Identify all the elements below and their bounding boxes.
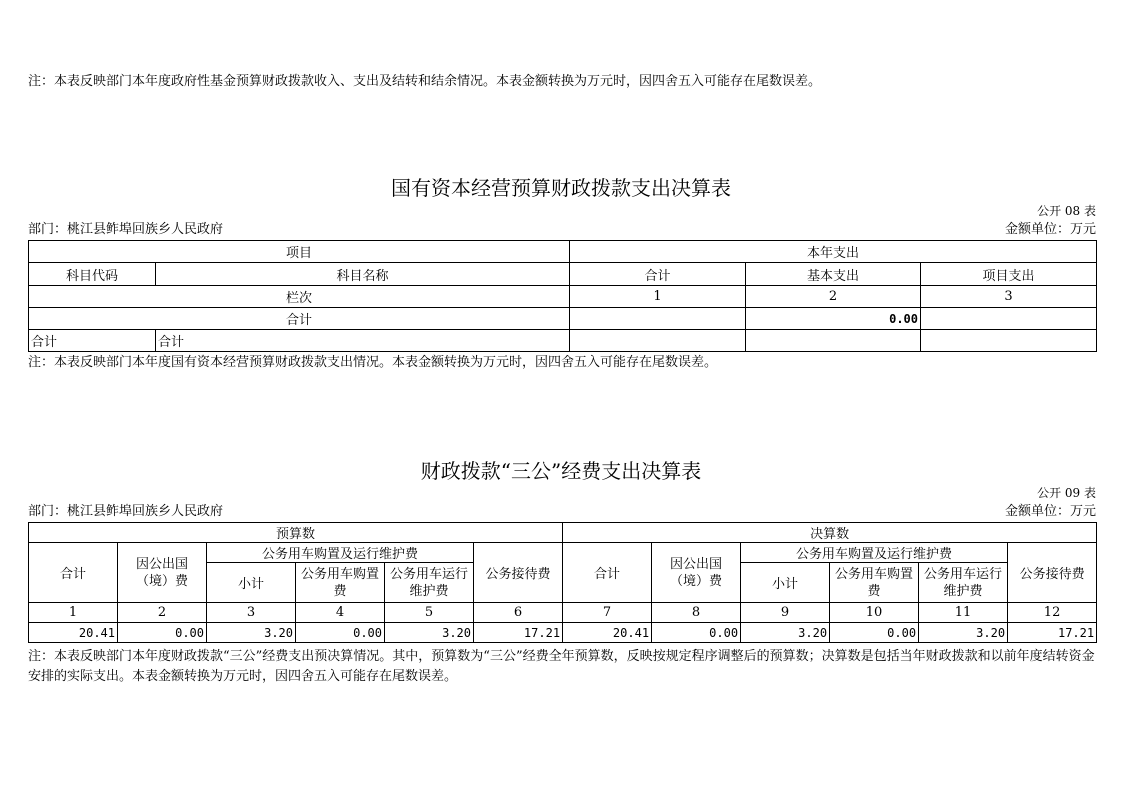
table8-row-project bbox=[921, 330, 1097, 352]
table9-value: 0.00 bbox=[296, 623, 385, 643]
table9-dept: 部门：桃江县鲊埠回族乡人民政府 bbox=[28, 504, 224, 519]
table9-header-reception: 公务接待费 bbox=[1008, 543, 1097, 603]
table8-row-name: 合计 bbox=[156, 330, 570, 352]
table8-col-2: 2 bbox=[746, 286, 921, 308]
top-note: 注：本表反映部门本年度政府性基金预算财政拨款收入、支出及结转和结余情况。本表金额转换为万元时，因四舍五入可能存在尾数误差。 bbox=[28, 74, 822, 89]
table8-row-basic bbox=[746, 330, 921, 352]
table9-col-num: 12 bbox=[1008, 603, 1097, 623]
table9-value: 0.00 bbox=[830, 623, 919, 643]
table9-value: 3.20 bbox=[919, 623, 1008, 643]
table8-dept: 部门：桃江县鲊埠回族乡人民政府 bbox=[28, 222, 224, 237]
table8-header-year: 本年支出 bbox=[570, 241, 1097, 263]
table9-header-subtotal: 小计 bbox=[207, 563, 296, 603]
table9-value: 0.00 bbox=[118, 623, 207, 643]
table9-col-num: 11 bbox=[919, 603, 1008, 623]
table9-header-operate: 公务用车运行维护费 bbox=[385, 563, 474, 603]
table9-value: 3.20 bbox=[385, 623, 474, 643]
table9-col-num: 5 bbox=[385, 603, 474, 623]
table9-header-vehicle: 公务用车购置及运行维护费 bbox=[207, 543, 474, 563]
table9-value: 17.21 bbox=[1008, 623, 1097, 643]
table9-col-num: 7 bbox=[563, 603, 652, 623]
table9-col-num: 9 bbox=[741, 603, 830, 623]
table9-col-num: 2 bbox=[118, 603, 207, 623]
table9-value: 17.21 bbox=[474, 623, 563, 643]
table8-sum-basic: 0.00 bbox=[746, 308, 921, 330]
table9-header-vehicle: 公务用车购置及运行维护费 bbox=[741, 543, 1008, 563]
table9-value: 20.41 bbox=[29, 623, 118, 643]
table8-title: 国有资本经营预算财政拨款支出决算表 bbox=[391, 176, 731, 200]
table9-header-total: 合计 bbox=[29, 543, 118, 603]
table9-col-num: 3 bbox=[207, 603, 296, 623]
table9-col-num: 1 bbox=[29, 603, 118, 623]
table8-row-code: 合计 bbox=[29, 330, 156, 352]
table9-header-budget: 预算数 bbox=[29, 523, 563, 543]
table8-sum-project bbox=[921, 308, 1097, 330]
table9-header-reception: 公务接待费 bbox=[474, 543, 563, 603]
table9-code: 公开 09 表 bbox=[1037, 486, 1096, 500]
table8-header-name: 科目名称 bbox=[156, 263, 570, 286]
table8-header-code: 科目代码 bbox=[29, 263, 156, 286]
table9-value: 3.20 bbox=[741, 623, 830, 643]
table9-unit: 金额单位：万元 bbox=[1004, 504, 1096, 519]
table9 bbox=[28, 522, 1097, 643]
table9-header-total: 合计 bbox=[563, 543, 652, 603]
table9-header-purchase: 公务用车购置费 bbox=[296, 563, 385, 603]
table9-header-abroad: 因公出国（境）费 bbox=[652, 543, 741, 603]
table9-header-operate: 公务用车运行维护费 bbox=[919, 563, 1008, 603]
table9-header-final: 决算数 bbox=[563, 523, 1097, 543]
table9-note: 注：本表反映部门本年度财政拨款“三公”经费支出预决算情况。其中，预算数为“三公”经费全年预算数，反映按规定程序调整后的预算数；决算数是包括当年财政拨款和以前年度结转资金安排的实际支出。本表金额转换为万元时，因四舍五入可能存在尾数误差。 bbox=[28, 649, 1095, 684]
table9-col-num: 10 bbox=[830, 603, 919, 623]
table8-col-1: 1 bbox=[570, 286, 746, 308]
table8-sum-total bbox=[570, 308, 746, 330]
table9-col-num: 8 bbox=[652, 603, 741, 623]
table9-value: 0.00 bbox=[652, 623, 741, 643]
table9-header-purchase: 公务用车购置费 bbox=[830, 563, 919, 603]
table9-col-num: 6 bbox=[474, 603, 563, 623]
table8-code: 公开 08 表 bbox=[1037, 204, 1096, 218]
table9-title: 财政拨款“三公”经费支出决算表 bbox=[420, 459, 702, 483]
table8-col-3: 3 bbox=[921, 286, 1097, 308]
table9-value: 20.41 bbox=[563, 623, 652, 643]
table9-header-subtotal: 小计 bbox=[741, 563, 830, 603]
table8-unit: 金额单位：万元 bbox=[1004, 222, 1096, 237]
table8-row-total bbox=[570, 330, 746, 352]
table8-header-project: 项目支出 bbox=[921, 263, 1097, 286]
table8-header-total: 合计 bbox=[570, 263, 746, 286]
table8-header-basic: 基本支出 bbox=[746, 263, 921, 286]
table8-note: 注：本表反映部门本年度国有资本经营预算财政拨款支出情况。本表金额转换为万元时，因四舍五入可能存在尾数误差。 bbox=[28, 355, 718, 370]
table9-col-num: 4 bbox=[296, 603, 385, 623]
table9-header-abroad: 因公出国（境）费 bbox=[118, 543, 207, 603]
table8 bbox=[28, 240, 1097, 352]
table9-value: 3.20 bbox=[207, 623, 296, 643]
table8-sum-label: 合计 bbox=[29, 308, 570, 330]
table8-header-item: 项目 bbox=[29, 241, 570, 263]
table8-col-label: 栏次 bbox=[29, 286, 570, 308]
